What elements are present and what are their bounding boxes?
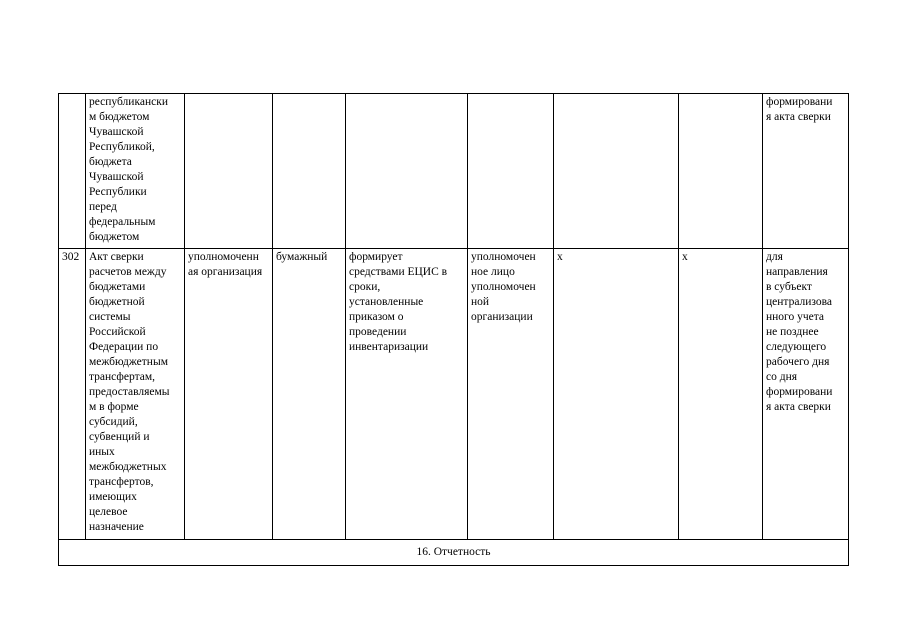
signer-cell (468, 94, 554, 249)
row-number-cell: 302 (59, 249, 86, 540)
column-7-cell (554, 94, 679, 249)
section-title: 16. Отчетность (59, 540, 849, 566)
deadline-cell: формировани я акта сверки (763, 94, 849, 249)
table-row (59, 249, 849, 540)
table-row (59, 94, 849, 249)
form-cell: бумажный (273, 249, 346, 540)
procedure-cell (346, 94, 468, 249)
document-name-cell: Акт сверки расчетов между бюджетами бюджетной системы Российской Федерации по межбюджетным трансфертам, предоставляемы м в форме субсидий, субвенций и иных межбюджетных трансфертов, имеющих целевое назначение (86, 249, 185, 540)
row-number-cell (59, 94, 86, 249)
document-name-cell: республикански м бюджетом Чувашской Республикой, бюджета Чувашской Республики перед федеральным бюджетом (86, 94, 185, 249)
responsible-cell: уполномоченн ая организация (185, 249, 273, 540)
form-cell (273, 94, 346, 249)
signer-cell: уполномочен ное лицо уполномочен ной организации (468, 249, 554, 540)
column-7-cell: х (554, 249, 679, 540)
deadline-cell: для направления в субъект централизова нного учета не позднее следующего рабочего дня со дня формировани я акта сверки (763, 249, 849, 540)
document-table (58, 93, 849, 566)
column-8-cell (679, 94, 763, 249)
responsible-cell (185, 94, 273, 249)
column-8-cell: х (679, 249, 763, 540)
section-header-row (59, 540, 849, 566)
procedure-cell: формирует средствами ЕЦИС в сроки, установленные приказом о проведении инвентаризации (346, 249, 468, 540)
